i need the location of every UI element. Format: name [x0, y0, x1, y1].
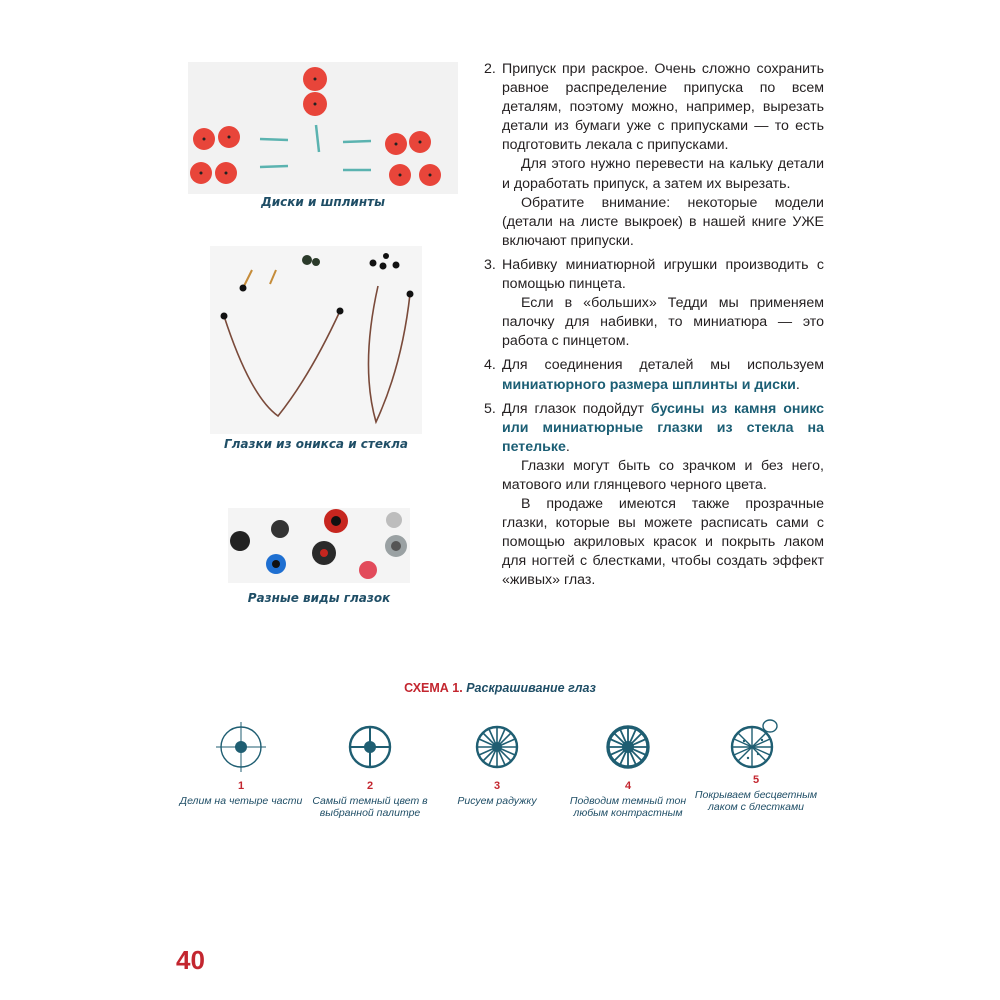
- eye-iris-icon: [472, 722, 522, 772]
- caption-onyx-eyes: Глазки из оникса и стекла: [223, 437, 409, 451]
- eye-outline-icon: [603, 722, 653, 772]
- list-item: 5. Для глазок подойдут бусины из камня оникс или миниатюрные глазки из стекла на петельке. Глазки могут быть со зрачком и без него, матового или глянцевого черного цвета. В продаже имеются также прозрачные глазки, которые вы можете расписать сами с помощью акриловых красок и покрыть лаком для ногтей с блестками, чтобы создать эффект «живых» глаз.: [484, 400, 825, 589]
- photo-disks-and-pins: [188, 62, 458, 194]
- schema-step: 5 Покрываем бесцветным лаком с блестками: [686, 714, 826, 813]
- eye-quarters-icon: [216, 722, 266, 772]
- schema-step: 4 Подводим темный тон любым контрастным: [558, 722, 698, 819]
- eye-dark-pupil-icon: [345, 722, 395, 772]
- schema-step: 1 Делим на четыре части: [171, 722, 311, 807]
- caption-eye-types: Разные виды глазок: [247, 591, 391, 605]
- list-item: 4. Для соединения деталей мы используем миниатюрного размера шплинты и диски.: [484, 357, 824, 393]
- list-item: 3. Набивку миниатюрной игрушки производить с помощью пинцета. Если в «больших» Тедди мы применяем палочку для набивки, то миниатюра — это работа с пинцетом.: [484, 256, 824, 350]
- instructions-list: [484, 60, 824, 596]
- list-item: 2. Припуск при раскрое. Очень сложно сохранить равное распределение припуска по всем деталям, поэтому можно, например, вырезать детали из бумаги уже с припусками — то есть подготовить лекала с припусками. Для этого нужно перевести на кальку детали и доработать припуск, а затем их вырезать. Обратите внимание: некоторые модели (детали на листе выкроек) в нашей книге УЖЕ включают припуски.: [484, 61, 824, 249]
- highlight-text: бусины из камня оникс или миниатюрные глазки из стекла на петельке: [502, 400, 825, 455]
- schema-step: 2 Самый темный цвет в выбранной палитре: [300, 722, 440, 819]
- page-number: 40: [176, 945, 205, 975]
- photo-onyx-glass-eyes: [210, 246, 422, 434]
- caption-disks: Диски и шплинты: [261, 195, 385, 209]
- schema-step: 3 Рисуем радужку: [427, 722, 567, 807]
- highlight-text: миниатюрного размера шплинты и диски: [502, 376, 796, 393]
- eye-varnish-icon: [726, 714, 786, 772]
- schema-title: СХЕМА 1. Раскрашивание глаз: [404, 681, 596, 695]
- photo-eye-types: [228, 508, 410, 583]
